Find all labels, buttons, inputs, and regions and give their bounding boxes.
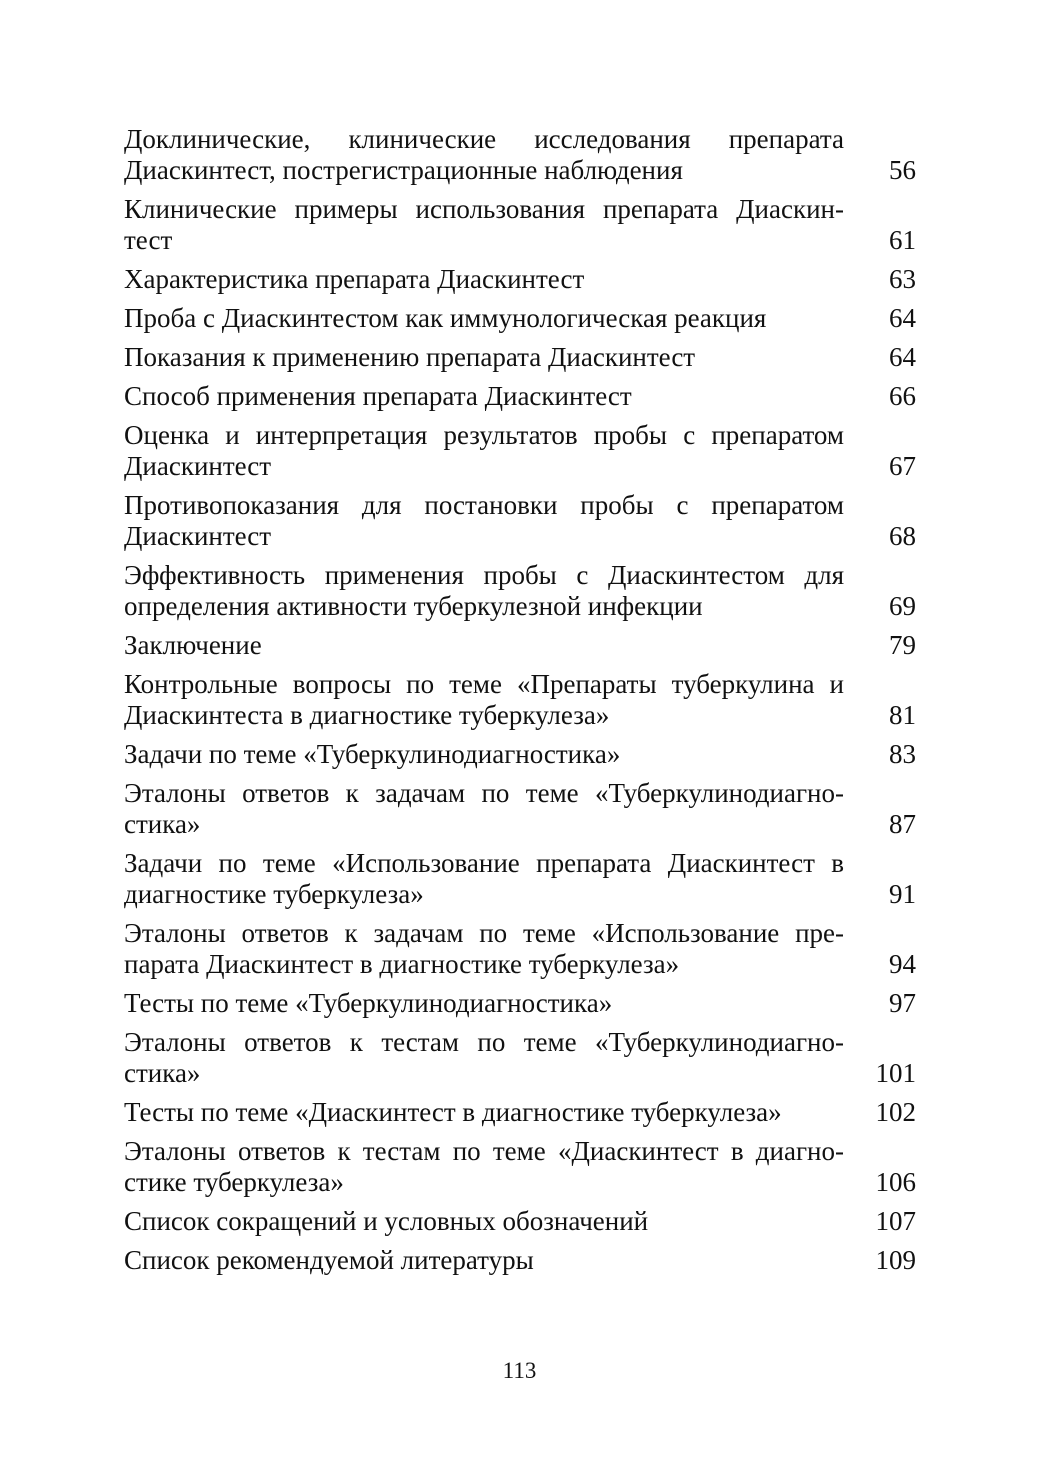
toc-entry-page: 61 bbox=[889, 225, 916, 255]
toc-entry-line: стика» bbox=[124, 1058, 201, 1088]
toc-entry-line: стике туберкулеза» bbox=[124, 1167, 344, 1197]
toc-entry bbox=[124, 630, 916, 661]
toc-entry-title bbox=[124, 1027, 844, 1089]
toc-entry-line: Диаскинтест bbox=[124, 451, 272, 481]
toc-entry bbox=[124, 1097, 916, 1128]
toc-entry bbox=[124, 918, 916, 980]
toc-entry-title bbox=[124, 739, 844, 770]
toc-entry-line: Доклинические, клинические исследования препарата bbox=[124, 124, 844, 154]
toc-entry bbox=[124, 194, 916, 256]
toc-entry-page: 64 bbox=[889, 303, 916, 333]
toc-entry-page: 81 bbox=[889, 700, 916, 730]
toc-entry bbox=[124, 1206, 916, 1237]
toc-entry-line: Тесты по теме «Туберкулинодиагностика» bbox=[124, 988, 613, 1018]
toc-entry-title bbox=[124, 264, 844, 295]
toc-entry-page: 87 bbox=[889, 809, 916, 839]
toc-entry bbox=[124, 988, 916, 1019]
toc-entry-line: Список рекомендуемой литературы bbox=[124, 1245, 534, 1275]
toc-entry-page: 64 bbox=[889, 342, 916, 372]
toc-entry-title bbox=[124, 988, 844, 1019]
toc-entry-title bbox=[124, 1097, 844, 1128]
toc-entry-line: Диаскинтест, пострегистрационные наблюдения bbox=[124, 155, 683, 185]
toc-entry bbox=[124, 1245, 916, 1276]
toc-entry-line: Заключение bbox=[124, 630, 262, 660]
toc-entry-line: Оценка и интерпретация результатов пробы с препаратом bbox=[124, 420, 844, 450]
toc-entry-line: Показания к применению препарата Диаскинтест bbox=[124, 342, 696, 372]
toc-entry-line: Список сокращений и условных обозначений bbox=[124, 1206, 649, 1236]
toc-entry-page: 102 bbox=[875, 1097, 916, 1127]
toc-entry bbox=[124, 778, 916, 840]
toc-entry bbox=[124, 264, 916, 295]
toc-entry-page: 97 bbox=[889, 988, 916, 1018]
toc-entry-title bbox=[124, 848, 844, 910]
toc-entry-line: Диаскинтест bbox=[124, 521, 272, 551]
toc-entry-line: Задачи по теме «Туберкулинодиагностика» bbox=[124, 739, 621, 769]
toc-entry-line: Эталоны ответов к тестам по теме «Диаскинтест в диагно- bbox=[124, 1136, 844, 1166]
table-of-contents bbox=[124, 124, 916, 1284]
toc-entry-line: Эффективность применения пробы с Диаскинтестом для bbox=[124, 560, 844, 590]
toc-entry bbox=[124, 381, 916, 412]
toc-entry bbox=[124, 1136, 916, 1198]
toc-entry bbox=[124, 848, 916, 910]
toc-entry-title bbox=[124, 630, 844, 661]
toc-entry-line: Противопоказания для постановки пробы с препаратом bbox=[124, 490, 844, 520]
toc-entry-line: Проба с Диаскинтестом как иммунологическая реакция bbox=[124, 303, 767, 333]
toc-entry-title bbox=[124, 1136, 844, 1198]
toc-entry-title bbox=[124, 1206, 844, 1237]
toc-entry-page: 67 bbox=[889, 451, 916, 481]
toc-entry-line: Эталоны ответов к тестам по теме «Туберкулинодиагно- bbox=[124, 1027, 844, 1057]
toc-entry-page: 63 bbox=[889, 264, 916, 294]
toc-entry bbox=[124, 303, 916, 334]
toc-entry-title bbox=[124, 560, 844, 622]
toc-entry bbox=[124, 124, 916, 186]
toc-entry-line: Эталоны ответов к задачам по теме «Использование пре- bbox=[124, 918, 844, 948]
toc-entry bbox=[124, 420, 916, 482]
toc-entry-title bbox=[124, 381, 844, 412]
toc-entry-page: 101 bbox=[875, 1058, 916, 1088]
toc-entry-title bbox=[124, 778, 844, 840]
toc-entry-title bbox=[124, 918, 844, 980]
toc-entry-page: 107 bbox=[875, 1206, 916, 1236]
toc-entry bbox=[124, 739, 916, 770]
toc-entry-line: диагностике туберкулеза» bbox=[124, 879, 424, 909]
toc-entry-line: Задачи по теме «Использование препарата Диаскинтест в bbox=[124, 848, 844, 878]
toc-entry-line: Характеристика препарата Диаскинтест bbox=[124, 264, 585, 294]
toc-entry-title bbox=[124, 303, 844, 334]
toc-entry-page: 68 bbox=[889, 521, 916, 551]
toc-entry-line: стика» bbox=[124, 809, 201, 839]
toc-entry-line: Тесты по теме «Диаскинтест в диагностике туберкулеза» bbox=[124, 1097, 782, 1127]
toc-entry-line: парата Диаскинтест в диагностике туберкулеза» bbox=[124, 949, 680, 979]
toc-entry-title bbox=[124, 420, 844, 482]
toc-entry-line: Контрольные вопросы по теме «Препараты туберкулина и bbox=[124, 669, 844, 699]
toc-entry-page: 66 bbox=[889, 381, 916, 411]
toc-entry-title bbox=[124, 342, 844, 373]
toc-entry-page: 83 bbox=[889, 739, 916, 769]
toc-entry-line: определения активности туберкулезной инфекции bbox=[124, 591, 703, 621]
toc-entry-title bbox=[124, 194, 844, 256]
toc-entry-title bbox=[124, 669, 844, 731]
toc-entry-title bbox=[124, 490, 844, 552]
toc-entry-title bbox=[124, 124, 844, 186]
toc-entry bbox=[124, 1027, 916, 1089]
toc-entry-page: 91 bbox=[889, 879, 916, 909]
toc-entry-line: тест bbox=[124, 225, 173, 255]
toc-entry bbox=[124, 490, 916, 552]
toc-entry-page: 56 bbox=[889, 155, 916, 185]
toc-entry-page: 106 bbox=[875, 1167, 916, 1197]
page-number: 113 bbox=[502, 1358, 537, 1383]
toc-entry-line: Эталоны ответов к задачам по теме «Туберкулинодиагно- bbox=[124, 778, 844, 808]
toc-entry-page: 94 bbox=[889, 949, 916, 979]
toc-entry-page: 109 bbox=[875, 1245, 916, 1275]
toc-entry bbox=[124, 342, 916, 373]
toc-entry-page: 79 bbox=[889, 630, 916, 660]
toc-entry bbox=[124, 669, 916, 731]
toc-entry-line: Способ применения препарата Диаскинтест bbox=[124, 381, 632, 411]
toc-entry-line: Диаскинтеста в диагностике туберкулеза» bbox=[124, 700, 610, 730]
toc-entry-title bbox=[124, 1245, 844, 1276]
toc-entry bbox=[124, 560, 916, 622]
toc-entry-line: Клинические примеры использования препарата Диаскин- bbox=[124, 194, 844, 224]
toc-entry-page: 69 bbox=[889, 591, 916, 621]
